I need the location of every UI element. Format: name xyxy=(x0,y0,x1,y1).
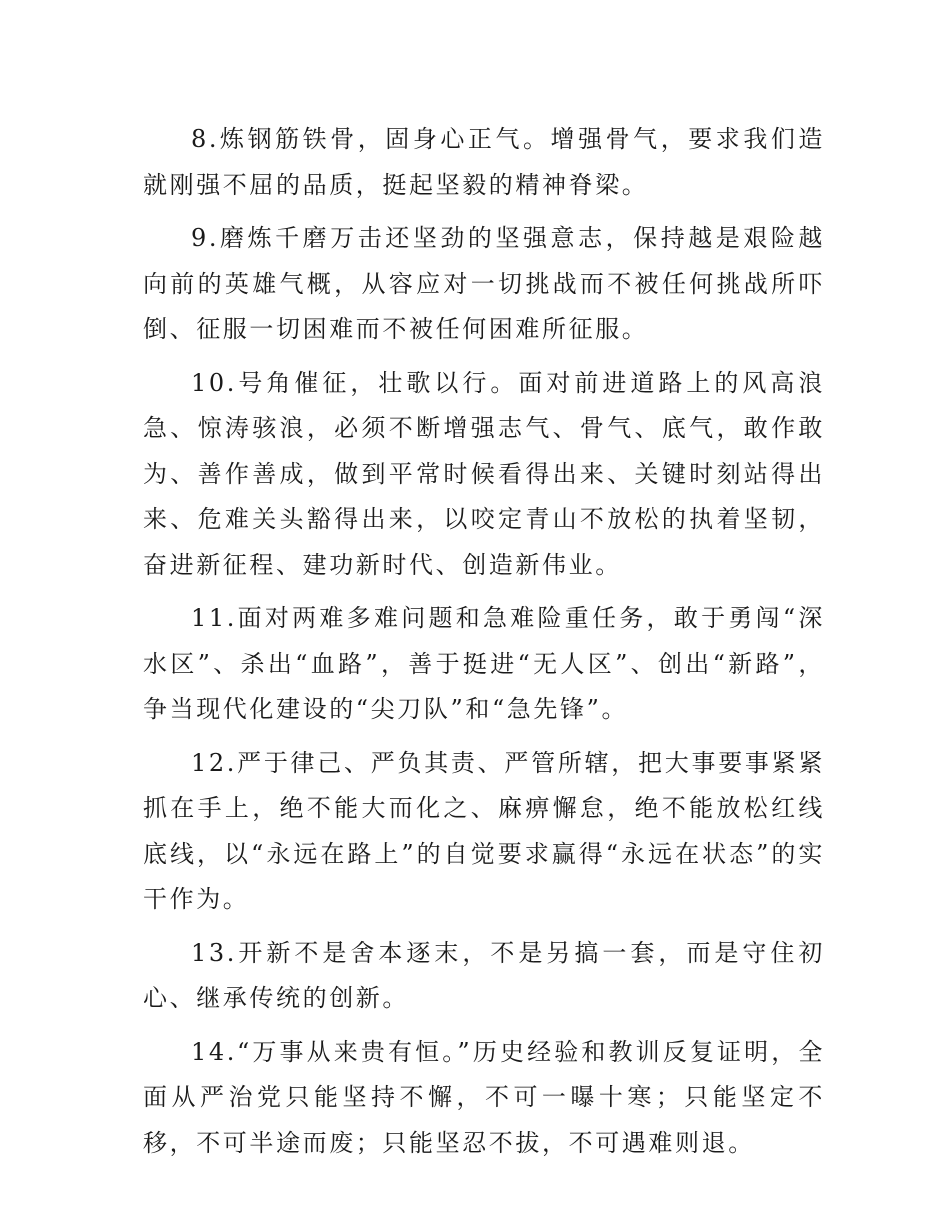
paragraph-8: 8.炼钢筋铁骨，固身心正气。增强骨气，要求我们造就刚强不屈的品质，挺起坚毅的精神脊梁。 xyxy=(143,125,825,199)
document-body xyxy=(143,117,825,1174)
paragraph-12: 12.严于律己、严负其责、严管所辖，把大事要事紧紧抓在手上，绝不能大而化之、麻痹懈怠，绝不能放松红线底线，以“永远在路上”的自觉要求赢得“永远在状态”的实干作为。 xyxy=(143,748,825,913)
paragraph-9: 9.磨炼千磨万击还坚劲的坚强意志，保持越是艰险越向前的英雄气概，从容应对一切挑战而不被任何挑战所吓倒、征服一切困难而不被任何困难所征服。 xyxy=(143,224,825,343)
paragraph-14: 14.“万事从来贵有恒。”历史经验和教训反复证明，全面从严治党只能坚持不懈，不可一曝十寒；只能坚定不移，不可半途而废；只能坚忍不拔，不可遇难则退。 xyxy=(143,1037,825,1157)
paragraph-10: 10.号角催征，壮歌以行。面对前进道路上的风高浪急、惊涛骇浪，必须不断增强志气、骨气、底气，敢作敢为、善作善成，做到平常时候看得出来、关键时刻站得出来、危难关头豁得出来，以咬定青山不放松的执着坚韧，奋进新征程、建功新时代、创造新伟业。 xyxy=(143,368,825,579)
paragraph-11: 11.面对两难多难问题和急难险重任务，敢于勇闯“深水区”、杀出“血路”，善于挺进“无人区”、创出“新路”，争当现代化建设的“尖刀队”和“急先锋”。 xyxy=(143,604,825,723)
paragraph-13: 13.开新不是舍本逐末，不是另搞一套，而是守住初心、继承传统的创新。 xyxy=(143,938,825,1012)
